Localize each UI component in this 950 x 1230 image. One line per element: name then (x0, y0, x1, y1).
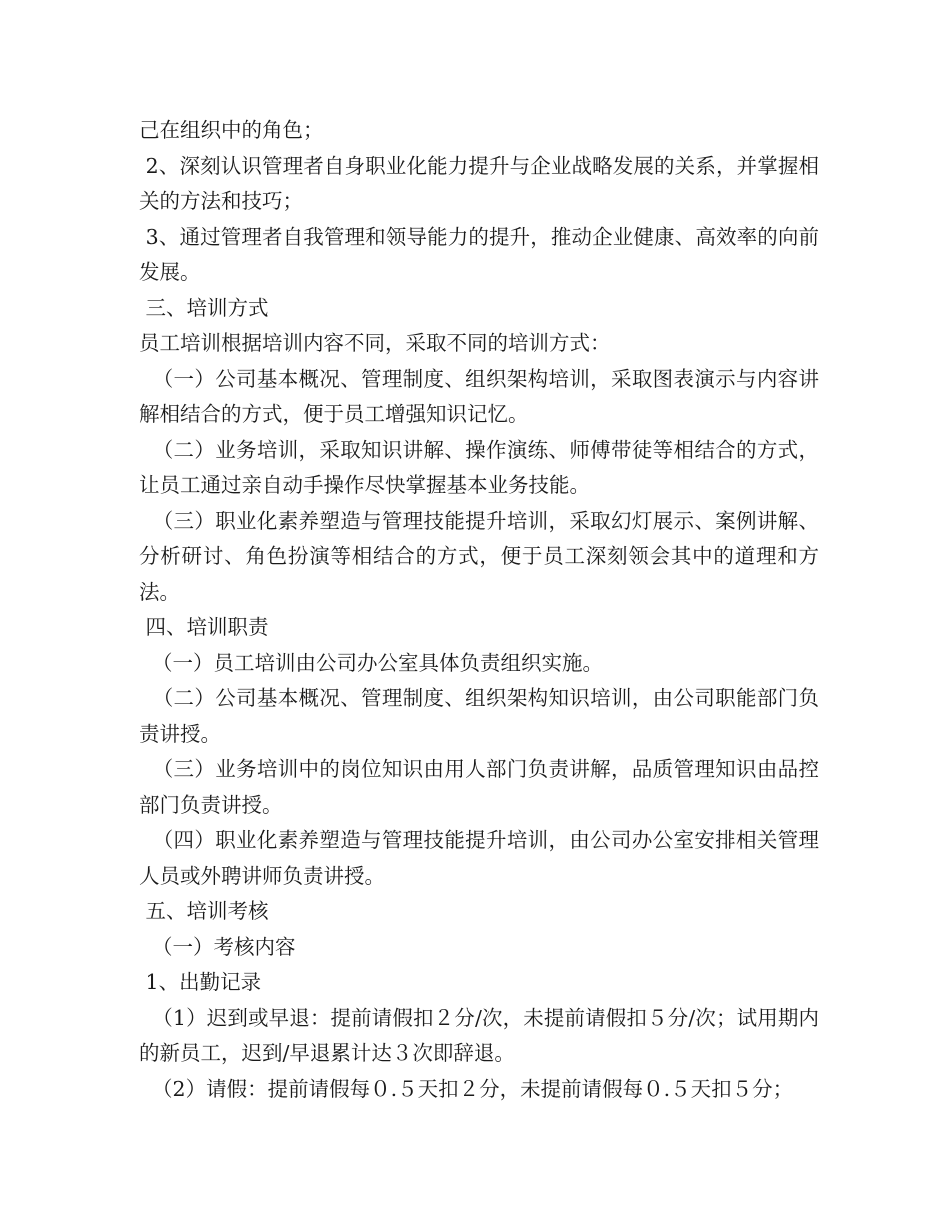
paragraph: （一）公司基本概况、管理制度、组织架构培训，采取图表演示与内容讲解相结合的方式，便于员工增强知识记忆。 (139, 366, 819, 426)
paragraph: （三）职业化素养塑造与管理技能提升培训，采取幻灯展示、案例讲解、分析研讨、角色扮演等相结合的方式，便于员工深刻领会其中的道理和方法。 (139, 508, 819, 604)
paragraph: （一）员工培训由公司办公室具体负责组织实施。 (139, 650, 604, 675)
paragraph: 己在组织中的角色； (139, 118, 324, 142)
paragraph: 3、通过管理者自我管理和领导能力的提升，推动企业健康、高效率的向前发展。 (139, 224, 819, 284)
section-heading: 四、培训职责 (139, 615, 269, 639)
section-heading: 五、培训考核 (139, 899, 269, 923)
paragraph: （二）业务培训，采取知识讲解、操作演练、师傅带徒等相结合的方式，让员工通过亲自动手操作尽快掌握基本业务技能。 (139, 437, 819, 497)
document-body (139, 113, 819, 1107)
paragraph: 2、深刻认识管理者自身职业化能力提升与企业战略发展的关系，并掌握相关的方法和技巧； (139, 153, 819, 213)
paragraph: （二）公司基本概况、管理制度、组织架构知识培训，由公司职能部门负责讲授。 (139, 686, 819, 746)
paragraph: （四）职业化素养塑造与管理技能提升培训，由公司办公室安排相关管理人员或外聘讲师负责讲授。 (139, 828, 819, 888)
paragraph: （2）请假：提前请假每０.５天扣２分，未提前请假每０.５天扣５分； (139, 1076, 794, 1101)
sub-heading: 1、出勤记录 (139, 970, 262, 994)
paragraph: 员工培训根据培训内容不同，采取不同的培训方式： (139, 331, 611, 355)
paragraph: （三）业务培训中的岗位知识由用人部门负责讲解，品质管理知识由品控部门负责讲授。 (139, 757, 819, 817)
paragraph: （1）迟到或早退：提前请假扣２分/次，未提前请假扣５分/次；试用期内的新员工，迟到/早退累计达３次即辞退。 (139, 1005, 819, 1065)
section-heading: 三、培训方式 (139, 295, 269, 320)
sub-heading: （一）考核内容 (139, 934, 296, 959)
